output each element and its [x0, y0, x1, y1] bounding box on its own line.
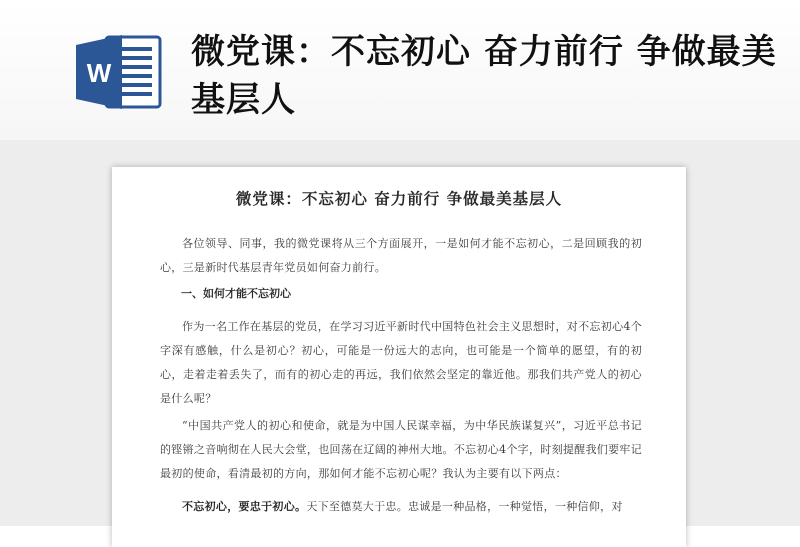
banner [0, 0, 800, 140]
section-heading: 一、如何才能不忘初心 [181, 287, 291, 300]
body-paragraph-continued [160, 495, 642, 519]
document-title: 微党课：不忘初心 奋力前行 争做最美基层人 [235, 189, 563, 208]
intro-paragraph: 各位领导、同事，我的微党课将从三个方面展开，一是如何才能不忘初心，二是回顾我的初心，三是新时代基层青年党员如何奋力前行。 [160, 237, 642, 274]
body-paragraph: 作为一名工作在基层的党员，在学习习近平新时代中国特色社会主义思想时，对不忘初心4个字深有感触，什么是初心？初心，可能是一份远大的志向，也可能是一个简单的愿望，有的初心，走着走着丢失了，而有的初心走的再远，我们依然会坚定的靠近他。那我们共产党人的初心是什么呢？ [160, 320, 642, 405]
word-document-icon [74, 33, 162, 111]
svg-text:W: W [86, 58, 112, 88]
banner-title: 微党课：不忘初心 奋力前行 争做最美基层人 [191, 32, 777, 120]
quote-paragraph: “中国共产党人的初心和使命，就是为中国人民谋幸福，为中华民族谋复兴”，习近平总书记的铿锵之音响彻在人民大会堂，也回荡在辽阔的神州大地。不忘初心4个字，时刻提醒我们要牢记最初的使命，看清最初的方向，那如何才能不忘初心呢？我认为主要有以下两点： [160, 419, 642, 480]
document-page [112, 167, 686, 547]
paragraph-text: 天下至德莫大于忠。忠诚是一种品格，一种觉悟，一种信仰，对 [306, 500, 623, 513]
paragraph-lead: 不忘初心，要忠于初心。 [182, 500, 307, 513]
